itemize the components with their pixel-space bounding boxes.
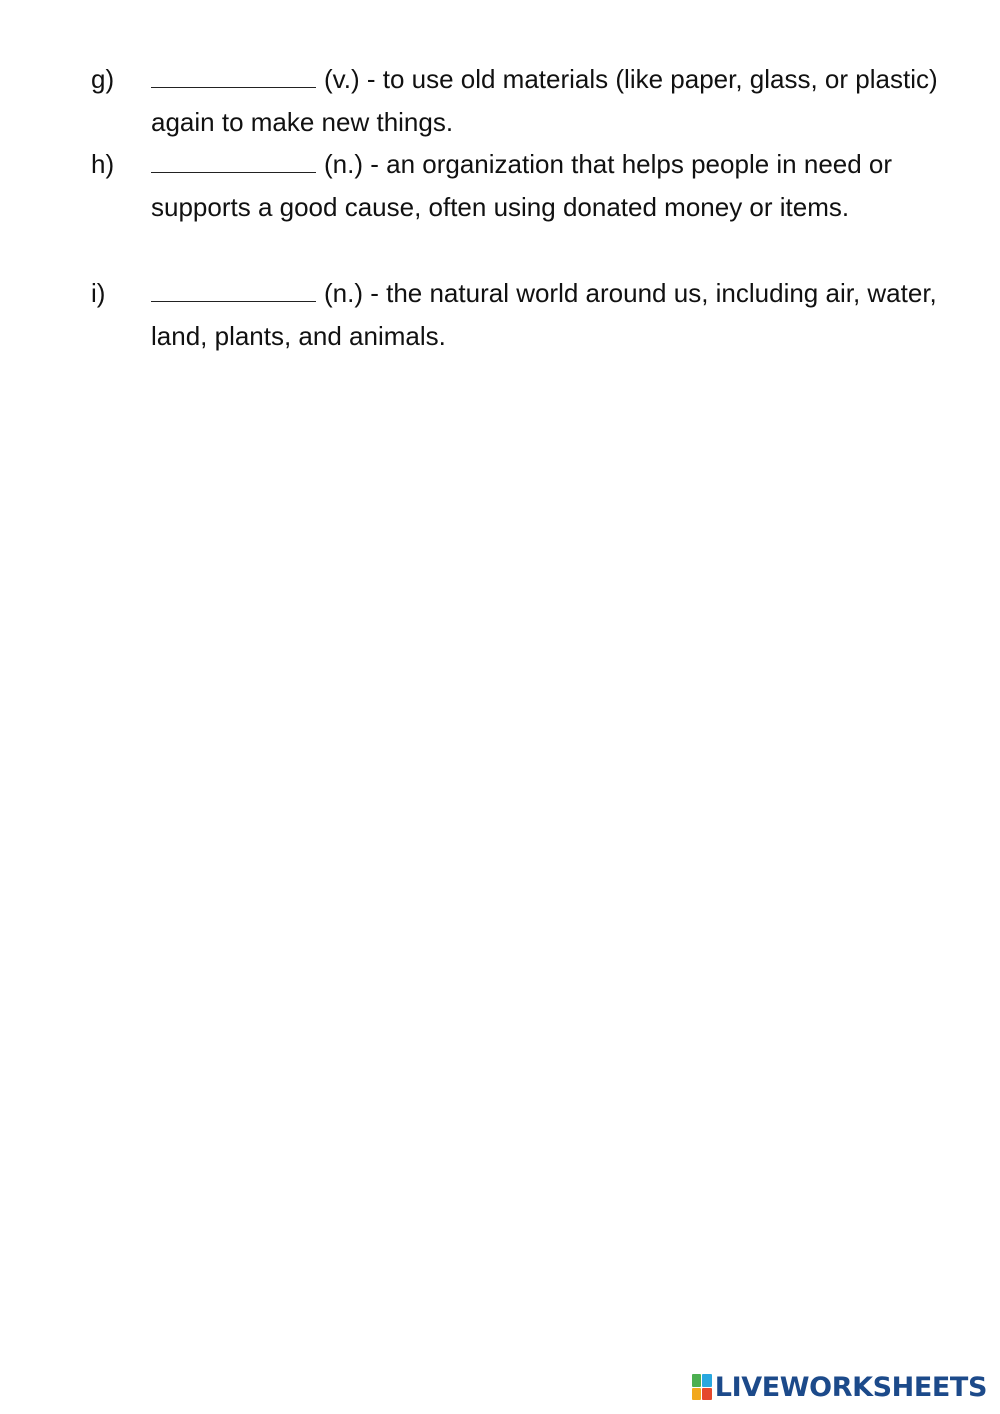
item-definition: (v.) - to use old materials (like paper, glass, or plastic) again to make new things. xyxy=(151,64,938,137)
item-definition: (n.) - the natural world around us, including air, water, land, plants, and animals. xyxy=(151,278,937,351)
item-text xyxy=(151,143,941,229)
item-letter: g) xyxy=(91,64,115,94)
logo-text: LIVEWORKSHEETS xyxy=(714,1371,987,1403)
answer-blank[interactable] xyxy=(151,272,316,302)
item-letter: i) xyxy=(91,278,106,308)
answer-blank[interactable] xyxy=(151,58,316,88)
item-text xyxy=(151,58,941,144)
logo-mark-icon xyxy=(692,1374,712,1400)
liveworksheets-logo xyxy=(692,1368,987,1406)
item-text xyxy=(151,272,941,358)
item-definition: (n.) - an organization that helps people in need or supports a good cause, often using donated money or items. xyxy=(151,149,893,222)
item-letter: h) xyxy=(91,149,115,179)
answer-blank[interactable] xyxy=(151,143,316,173)
